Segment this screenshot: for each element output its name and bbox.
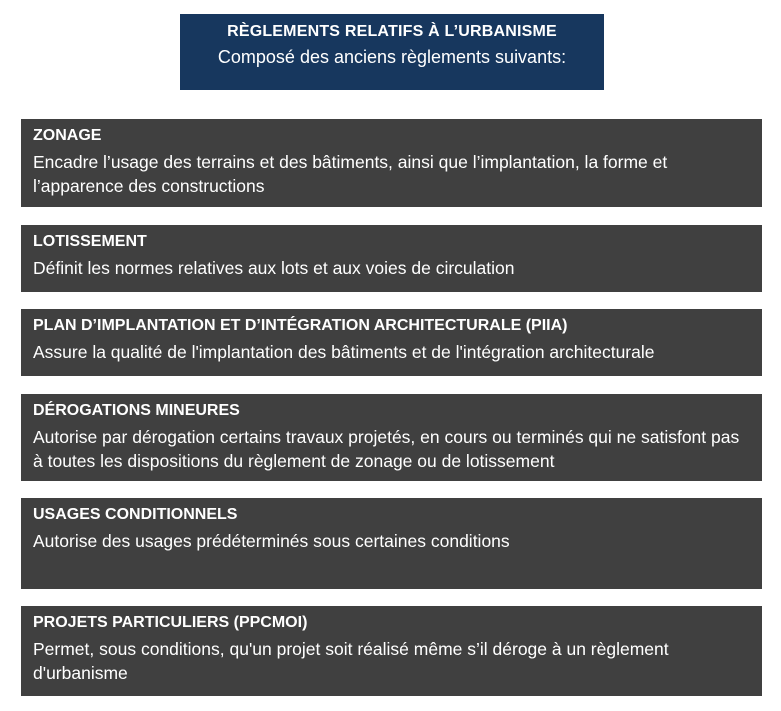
regulation-box-derogations [21,394,762,481]
regulation-description: Autorise des usages prédéterminés sous certaines conditions [33,531,510,551]
regulation-description: Permet, sous conditions, qu'un projet soit réalisé même s’il déroge à un règlement d'urbanisme [33,639,669,683]
regulation-name: USAGES CONDITIONNELS [33,506,238,523]
regulation-box-usages [21,498,762,589]
regulation-description: Définit les normes relatives aux lots et aux voies de circulation [33,258,515,278]
regulation-name: PLAN D’IMPLANTATION ET D’INTÉGRATION ARCHITECTURALE (PIIA) [33,317,568,334]
regulation-box-piia [21,309,762,376]
regulation-box-zonage [21,119,762,207]
regulation-box-lotissement [21,225,762,292]
regulation-name: LOTISSEMENT [33,233,147,250]
regulation-box-projets [21,606,762,696]
regulation-name: ZONAGE [33,127,102,144]
regulation-description: Encadre l’usage des terrains et des bâtiments, ainsi que l’implantation, la forme et l’apparence des constructions [33,152,668,196]
main-header [180,14,604,90]
header-title: RÈGLEMENTS RELATIFS À L’URBANISME [227,23,557,40]
regulation-description: Autorise par dérogation certains travaux projetés, en cours ou terminés qui ne satisfont pas à toutes les dispositions du règlement de zonage ou de lotissement [33,427,740,471]
regulation-name: PROJETS PARTICULIERS (PPCMOI) [33,614,308,631]
header-subtitle: Composé des anciens règlements suivants: [217,47,567,67]
regulation-description: Assure la qualité de l'implantation des bâtiments et de l'intégration architecturale [33,342,655,362]
regulation-name: DÉROGATIONS MINEURES [33,402,240,419]
